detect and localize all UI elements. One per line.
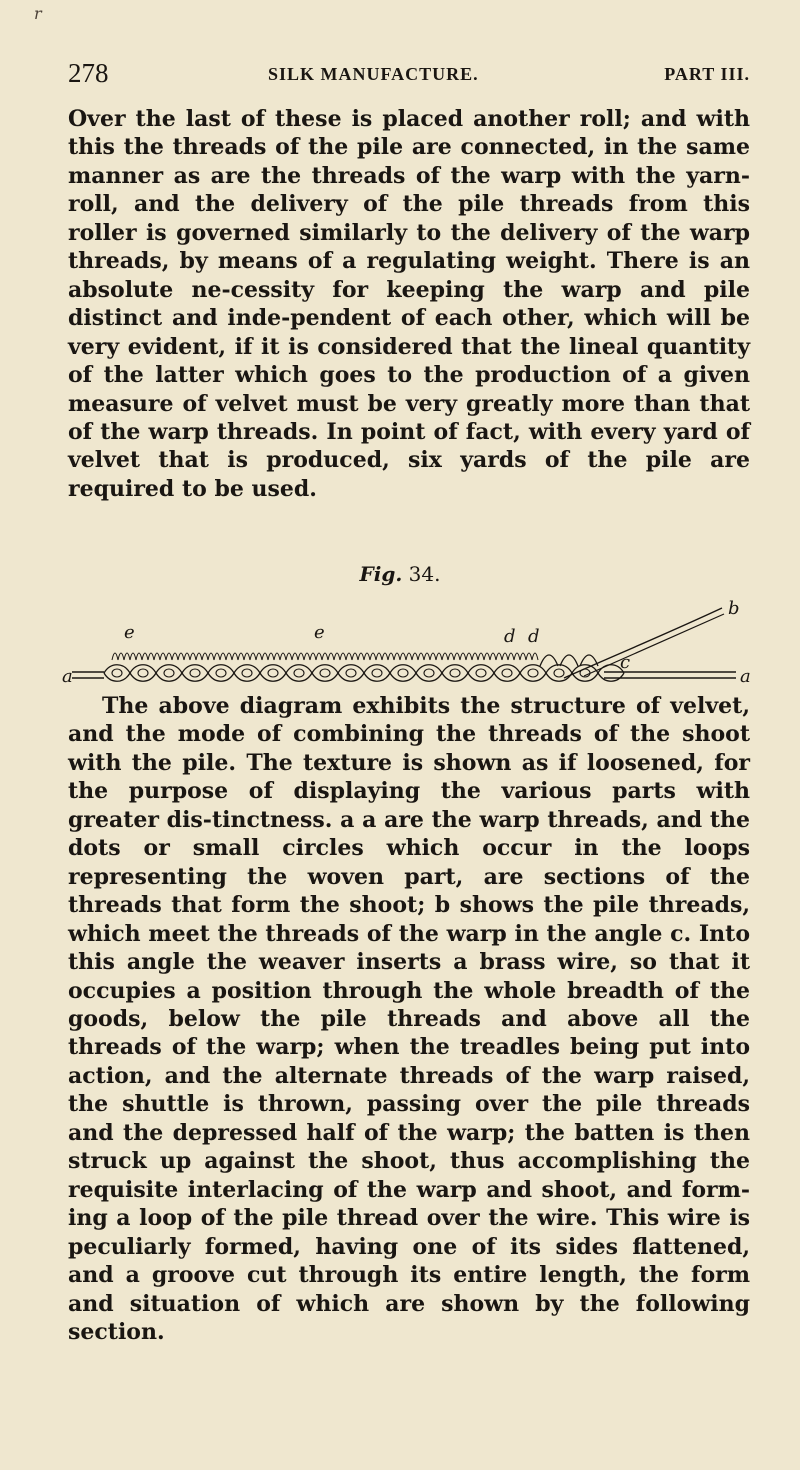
pile-loop [250,653,256,660]
pile-loop [382,653,388,660]
pile-loop [526,653,532,660]
pile-loop [166,653,172,660]
warp-threads [104,665,624,682]
shoot-section [372,669,382,677]
diagram-svg [64,600,754,690]
pile-loop [124,653,130,660]
pile-loop [484,653,490,660]
pile-loop [334,653,340,660]
pile-loop [394,653,400,660]
pile-loop [496,653,502,660]
pile-loop [370,653,376,660]
label-d-1: d [504,626,516,647]
pile-loop [148,653,154,660]
figure-caption-number: 34. [408,562,441,586]
pile-loop [232,653,238,660]
shoot-section [294,669,304,677]
pile-loop [376,653,382,660]
pile-loop [430,653,436,660]
shoot-section [476,669,486,677]
page-number: 278 [68,58,109,88]
pile-loop [466,653,472,660]
pile-loop [490,653,496,660]
running-title: SILK MANUFACTURE. [268,64,479,84]
pile-loop [388,653,394,660]
pile-loop [172,653,178,660]
pile-loop [160,653,166,660]
shoot-section [502,669,512,677]
shoot-section [346,669,356,677]
pile-loop [340,653,346,660]
pile-loop [298,653,304,660]
pile-loop [514,653,520,660]
pile-loop [478,653,484,660]
shoot-section [528,669,538,677]
pile-threads [112,653,598,666]
shoot-section [112,669,122,677]
pile-loop [442,653,448,660]
page-header [68,58,750,88]
paragraph-2: The above diagram exhibits the structure of velvet, and the mode of combining the threads of the shoot with the pile. The texture is shown as if loosened, for the purpose of displaying the various parts with greater dis-tinctness. a a are the warp threads, and the dots or small circles which occur in the loops representing the woven part, are sections of the threads that form the shoot; b shows the pile threads, which meet the threads of the warp in the angle c. Into this angle the weaver inserts a brass wire, so that it occupies a position through the whole breadth of the goods, below the pile threads and above all the threads of the warp; when the treadles being put into action, and the alternate threads of the warp raised, the shuttle is thrown, passing over the pile threads and the depressed half of the warp; the batten is then struck up against the shoot, thus accomplishing the requisite interlacing of the warp and shoot, and form-ing a loop of the pile thread over the wire. This wire is peculiarly formed, having one of its sides flattened, and a groove cut through its entire length, the form and situation of which are shown by the following section. [68,693,750,1345]
pile-loop [316,653,322,660]
pile-loop [118,653,124,660]
pile-loop [208,653,214,660]
pile-loop [346,653,352,660]
label-e-2: e [314,622,325,643]
pile-wire-loop [540,655,558,666]
pile-loop [460,653,466,660]
pile-thread-b [564,608,722,678]
pile-thread-b-inner [584,614,724,676]
label-a-right: a [740,666,751,687]
pile-loop [292,653,298,660]
pile-loop [184,653,190,660]
velvet-structure-diagram [64,600,754,690]
pile-loop [178,653,184,660]
shoot-section [424,669,434,677]
pile-loop [328,653,334,660]
pile-loop [274,653,280,660]
pile-loop [454,653,460,660]
pile-loop [202,653,208,660]
shoot-section [268,669,278,677]
pile-loop [220,653,226,660]
pile-loop [436,653,442,660]
pile-loop [532,653,538,660]
pile-loop [424,653,430,660]
shoot-section [216,669,226,677]
label-a-left: a [62,666,73,687]
pile-loop [112,653,118,660]
pile-loop [406,653,412,660]
pile-loop [286,653,292,660]
shoot-section [554,669,564,677]
label-c: c [620,652,631,673]
pile-loop [280,653,286,660]
pile-loop [400,653,406,660]
paragraph-1: Over the last of these is placed another roll; and with this the threads of the pile are connected, in the same manner as are the threads of the warp with the yarn-roll, and the delivery of the pile threads from this roller is governed similarly to the delivery of the warp threads, by means of a regulating weight. There is an absolute ne-cessity for keeping the warp and pile distinct and inde-pendent of each other, which will be very evident, if it is considered that the lineal quantity of the latter which goes to the production of a given measure of velvet must be very greatly more than that of the warp threads. In point of fact, with every yard of velvet that is produced, six yards of the pile are required to be used. [68,106,750,502]
pile-loop [352,653,358,660]
label-d-2: d [528,626,540,647]
figure-caption-word: Fig. [359,562,403,586]
pile-loop [364,653,370,660]
pile-loop [256,653,262,660]
pile-loop [358,653,364,660]
label-e-1: e [124,622,135,643]
pile-loop [520,653,526,660]
pile-loop [244,653,250,660]
pile-loop [508,653,514,660]
pile-loop [136,653,142,660]
pile-loop [322,653,328,660]
pile-loop [448,653,454,660]
pile-loop [412,653,418,660]
shoot-section [320,669,330,677]
pile-loop [190,653,196,660]
pile-loop [130,653,136,660]
pile-loop [262,653,268,660]
pile-loop [238,653,244,660]
shoot-section [450,669,460,677]
pile-loop [142,653,148,660]
part-label: PART III. [664,64,750,84]
pile-loop [268,653,274,660]
margin-mark: r [34,4,42,23]
pile-loop [502,653,508,660]
pile-loop [226,653,232,660]
label-b: b [728,598,740,619]
pile-loop [214,653,220,660]
shoot-section [138,669,148,677]
shoot-section [398,669,408,677]
pile-loop [304,653,310,660]
shoot-section [164,669,174,677]
shoot-section [242,669,252,677]
figure-caption [0,562,800,586]
pile-loop [418,653,424,660]
pile-loop [154,653,160,660]
pile-loop [310,653,316,660]
shoot-section [190,669,200,677]
pile-wire-loop [560,655,578,666]
pile-loop [196,653,202,660]
pile-loop [472,653,478,660]
